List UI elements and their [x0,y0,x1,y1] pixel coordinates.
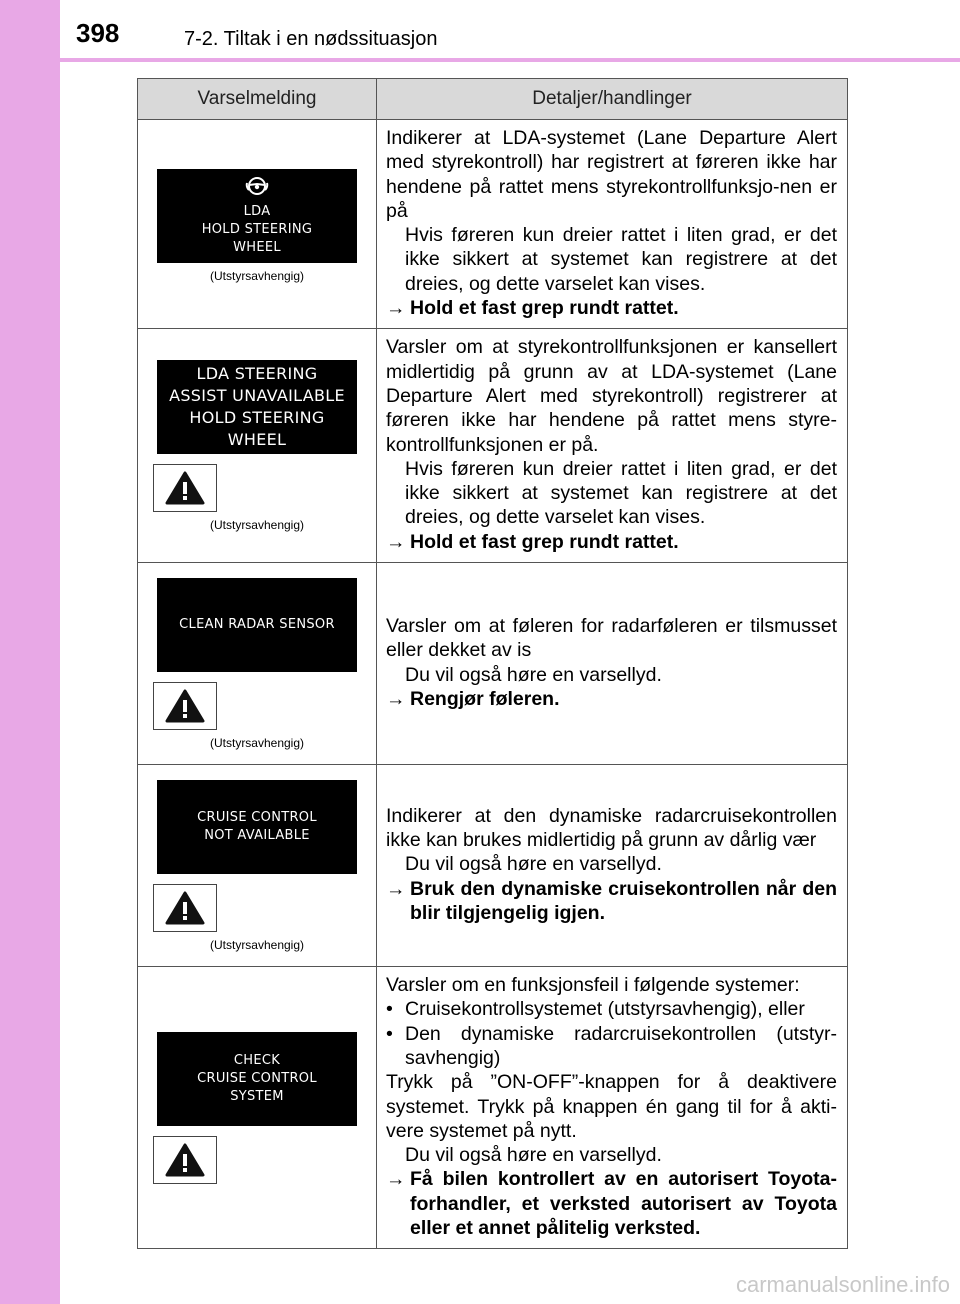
action-text: Bruk den dynamiske cruisekontrollen når den blir tilgjengelig igjen. [410,877,837,924]
table-row [138,967,848,1249]
arrow-icon: → [386,530,406,553]
caption: (Utstyrsavhengig) [209,735,305,750]
warning-triangle-icon [153,884,217,932]
action [386,877,837,926]
arrow-icon: → [386,1168,406,1191]
note: Hvis føreren kun dreier rattet i liten grad, er det ikke sikkert at systemet kan registrere at det dreies, og dette varselet kan vises. [405,224,837,295]
warning-triangle-icon [153,464,217,512]
display-line: NOT AVAILABLE [204,827,310,843]
details-cell [377,765,848,967]
note: Du vil også høre en varsellyd. [405,1144,662,1167]
action [386,530,837,554]
display-line: WHEEL [227,429,287,449]
details-cell [377,967,848,1249]
display-line: LDA [243,204,271,220]
warning-table [137,78,848,1249]
column-header-details: Detaljer/handlinger [377,79,848,120]
action [386,296,837,320]
display-line: CRUISE CONTROL [197,1070,317,1086]
caption: (Utstyrsavhengig) [209,269,305,284]
list-item [386,997,837,1021]
table-row [138,563,848,765]
display-line: LDA STEERING [196,363,318,383]
note: Du vil også høre en varsellyd. [405,853,662,876]
display-line: HOLD STEERING [189,407,325,427]
details-cell [377,563,848,765]
details-cell [377,120,848,329]
action-text: Rengjør føleren. [410,687,560,710]
display-line: WHEEL [233,240,281,256]
section-title: 7-2. Tiltak i en nødssituasjon [184,28,438,50]
bullet-mark: • [386,1022,393,1045]
warning-triangle-icon [153,682,217,730]
arrow-icon: → [386,687,406,710]
list-item-text: Den dynamiske radarcruisekontrollen (utstyr-savhengig) [405,1022,837,1069]
display-line: CRUISE CONTROL [197,809,317,825]
table-row [138,120,848,329]
display-screen [157,360,357,454]
note: Du vil også høre en varsellyd. [405,663,662,686]
bullet-mark: • [386,998,393,1021]
display-line: CHECK [233,1052,281,1068]
arrow-icon: → [386,297,406,320]
details-cell [377,329,848,563]
caption: (Utstyrsavhengig) [209,937,305,952]
message-cell [138,120,377,329]
action-text: Hold et fast grep rundt rattet. [410,530,679,553]
column-header-message: Varselmelding [138,79,377,120]
caption: (Utstyrsavhengig) [209,517,305,532]
message-cell [138,967,377,1249]
action-text: Hold et fast grep rundt rattet. [410,297,679,320]
display-screen [157,780,357,874]
instruction: Trykk på ”ON-OFF”-knappen for å deaktivere systemet. Trykk på knappen én gang til for å akti-vere systemet på nytt. [386,1071,837,1142]
message-cell [138,329,377,563]
description: Varsler om at styrekontrollfunksjonen er kansellert midlertidig på grunn av at LDA-systemet (Lane Departure Alert med styrekontroll) registrerer at føreren ikke har hendene på rattet mens styre-kontrollfunksjonen er på. [386,336,837,456]
warning-triangle-icon [153,1136,217,1184]
watermark: carmanualsonline.info [735,1272,950,1297]
side-tab-bar [0,0,60,1304]
header-rule [60,58,960,62]
action [386,687,837,711]
display-line: SYSTEM [230,1088,284,1104]
list-item-text: Cruisekontrollsystemet (utstyrsavhengig), eller [405,998,805,1021]
page-number: 398 [76,18,120,48]
display-line: HOLD STEERING [201,222,313,238]
table-row [138,765,848,967]
display-screen [157,578,357,672]
message-cell [138,765,377,967]
display-line: ASSIST UNAVAILABLE [169,385,345,405]
note: Hvis føreren kun dreier rattet i liten grad, er det ikke sikkert at systemet kan registrere at det dreies, og dette varselet kan vises. [405,457,837,529]
description: Indikerer at den dynamiske radarcruisekontrollen ikke kan brukes midlertidig på grunn av dårlig vær [386,804,837,852]
list-item [386,1022,837,1071]
arrow-icon: → [386,877,406,900]
display-screen [157,169,357,263]
message-cell [138,563,377,765]
display-screen [157,1032,357,1126]
display-line: CLEAN RADAR SENSOR [179,616,335,632]
action-text: Få bilen kontrollert av en autorisert Toyota-forhandler, et verksted autorisert av Toyota eller et annet pålitelig verksted. [410,1168,837,1240]
description: Varsler om at føleren for radarføleren er tilsmusset eller dekket av is [386,614,837,662]
action [386,1167,837,1240]
description: Varsler om en funksjonsfeil i følgende systemer: [386,974,800,997]
hands-on-wheel-icon [245,175,269,197]
table-row [138,329,848,563]
description: Indikerer at LDA-systemet (Lane Departure Alert med styrekontroll) har registrert at føreren ikke har hendene på rattet mens styrekontrollfunksjo-nen er på [386,127,837,222]
